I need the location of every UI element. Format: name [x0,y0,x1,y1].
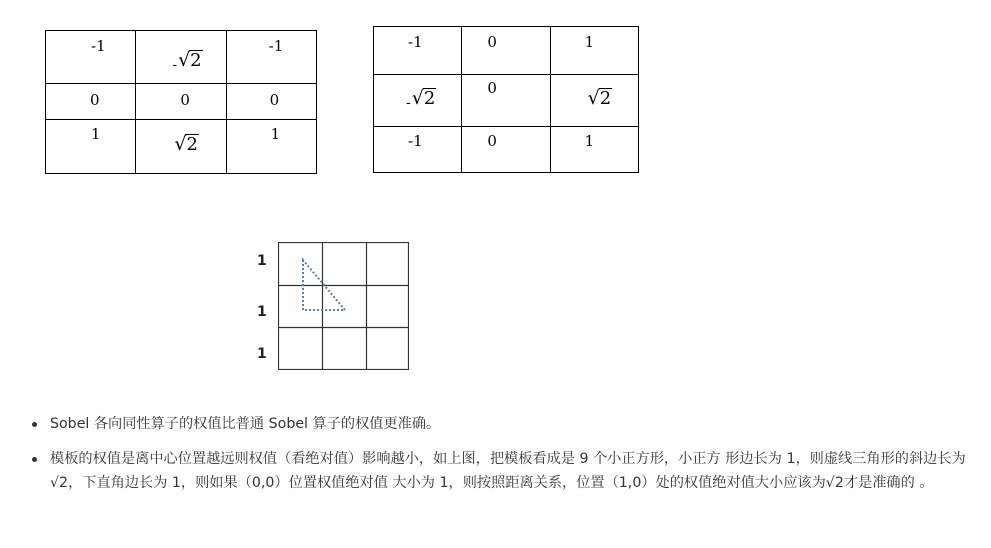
kernel-matrix-b [373,26,639,173]
matrix-cell: 1 [550,27,638,75]
matrix-cell: 0 [46,84,136,120]
grid-svg [278,242,409,370]
matrix-cell: 0 [136,84,226,120]
kernel-matrix-a [45,30,317,174]
matrix-cell: 0 [462,126,550,172]
grid-lines [278,242,409,370]
matrix-cell: - √ 2 [136,31,226,84]
matrix-cell: - √ 2 [374,75,462,126]
matrix-cell: 0 [226,84,316,120]
distance-grid-diagram [250,240,415,375]
matrix-cell: 0 [462,75,550,126]
grid-row-label: 1 [257,346,267,362]
grid-row-label: 1 [257,253,267,269]
list-item: Sobel 各向同性算子的权值比普通 Sobel 算子的权值更准确。 [30,412,975,436]
grid-border [279,243,409,370]
matrix-cell: √ 2 [136,120,226,174]
matrix-cell: -1 [46,31,136,84]
matrix-cell: -1 [374,27,462,75]
matrix-cell: 1 [550,126,638,172]
matrix-cell: -1 [226,31,316,84]
matrix-cell: -1 [374,126,462,172]
matrix-cell: 1 [226,120,316,174]
matrix-cell: 0 [462,27,550,75]
list-item: 模板的权值是离中心位置越远则权值（看绝对值）影响越小，如上图，把模板看成是 9 个小正方形，小正方 形边长为 1，则虚线三角形的斜边长为√2，下直角边长为 1，则如果（0,0）位置权值绝对值 大小为 1，则按照距离关系，位置（1,0）处的权值绝对值大小应该为√2才是准确的 。 [30,447,975,495]
grid-row-label: 1 [257,304,267,320]
matrix-cell: 1 [46,120,136,174]
matrix-cell: √ 2 [550,75,638,126]
notes-list [30,412,975,506]
